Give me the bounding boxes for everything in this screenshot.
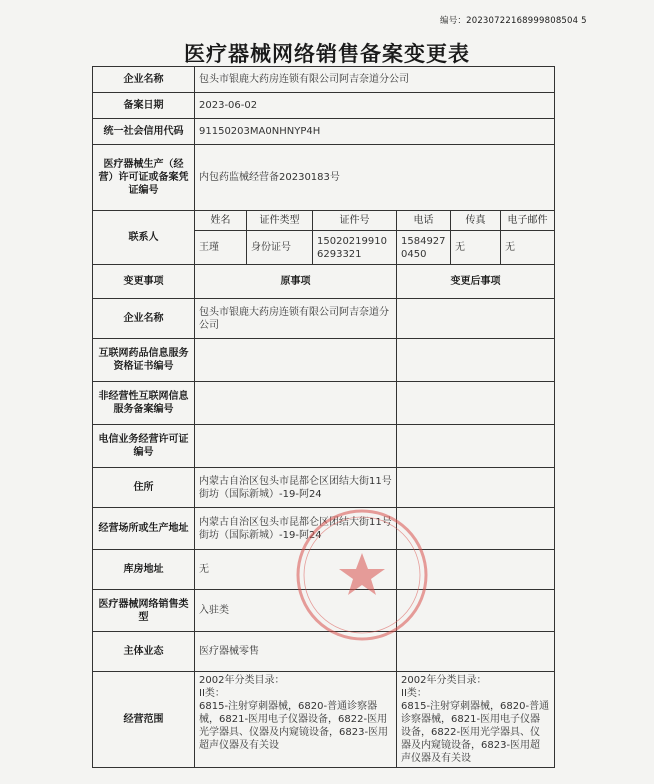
change-row-original: 医疗器械零售 (195, 632, 397, 672)
change-row-original: 包头市银鹿大药房连锁有限公司阿吉奈道分公司 (195, 299, 397, 339)
business-scope-label: 经营范围 (93, 672, 195, 768)
contact-header-fax: 传真 (451, 211, 501, 231)
license-value: 内包药监械经营备20230183号 (195, 145, 555, 211)
change-row-original (195, 425, 397, 468)
filing-date-label: 备案日期 (93, 93, 195, 119)
change-row-label: 互联网药品信息服务资格证书编号 (93, 339, 195, 382)
change-row-after (397, 382, 555, 425)
company-name-label: 企业名称 (93, 67, 195, 93)
license-label: 医疗器械生产（经营）许可证或备案凭证编号 (93, 145, 195, 211)
filing-change-form (92, 66, 555, 768)
business-scope-after: 2002年分类目录： II类： 6815-注射穿刺器械，6820-普通诊察器械，6821-医用电子仪器设备，6822-医用光学器具、仪器及内窥镜设备，6823-医用超声仪器及有关设 (397, 672, 555, 768)
change-row-original: 无 (195, 550, 397, 590)
contact-header-name: 姓名 (195, 211, 247, 231)
change-row-after (397, 299, 555, 339)
change-row-after (397, 508, 555, 550)
change-row-after (397, 550, 555, 590)
contact-header-id-no: 证件号 (313, 211, 397, 231)
change-row-after (397, 590, 555, 632)
change-row-after (397, 468, 555, 508)
contact-id-type: 身份证号 (247, 231, 313, 265)
change-row-original (195, 339, 397, 382)
change-row-label: 医疗器械网络销售类型 (93, 590, 195, 632)
contact-fax: 无 (451, 231, 501, 265)
change-row-original: 内蒙古自治区包头市昆都仑区团结大街11号街坊（国际新城）-19-阿24 (195, 468, 397, 508)
contact-header-id-type: 证件类型 (247, 211, 313, 231)
original-items-header: 原事项 (195, 265, 397, 299)
contact-email: 无 (501, 231, 555, 265)
contact-phone: 15849270450 (397, 231, 451, 265)
credit-code-label: 统一社会信用代码 (93, 119, 195, 145)
change-items-label: 变更事项 (93, 265, 195, 299)
changed-items-header: 变更后事项 (397, 265, 555, 299)
change-row-label: 电信业务经营许可证编号 (93, 425, 195, 468)
contact-name: 王瑾 (195, 231, 247, 265)
change-row-label: 库房地址 (93, 550, 195, 590)
change-row-after (397, 339, 555, 382)
change-row-label: 非经营性互联网信息服务备案编号 (93, 382, 195, 425)
contact-label: 联系人 (93, 211, 195, 265)
contact-id-no: 150202199106293321 (313, 231, 397, 265)
change-row-label: 主体业态 (93, 632, 195, 672)
filing-date-value: 2023-06-02 (195, 93, 555, 119)
change-row-after (397, 632, 555, 672)
change-row-original: 入驻类 (195, 590, 397, 632)
change-row-original (195, 382, 397, 425)
change-row-label: 经营场所或生产地址 (93, 508, 195, 550)
change-row-after (397, 425, 555, 468)
credit-code-value: 91150203MA0NHNYP4H (195, 119, 555, 145)
contact-header-email: 电子邮件 (501, 211, 555, 231)
change-row-label: 住所 (93, 468, 195, 508)
change-row-label: 企业名称 (93, 299, 195, 339)
change-row-original: 内蒙古自治区包头市昆都仑区团结大街11号街坊（国际新城）-19-阿24 (195, 508, 397, 550)
form-title: 医疗器械网络销售备案变更表 (184, 42, 470, 66)
business-scope-original: 2002年分类目录： II类： 6815-注射穿刺器械，6820-普通诊察器械，6821-医用电子仪器设备，6822-医用光学器具、仪器及内窥镜设备，6823-医用超声仪器及有关设 (195, 672, 397, 768)
company-name-value: 包头市银鹿大药房连锁有限公司阿吉奈道分公司 (195, 67, 555, 93)
document-number: 编号：20230722168999808504 5 (440, 16, 587, 26)
contact-header-phone: 电话 (397, 211, 451, 231)
